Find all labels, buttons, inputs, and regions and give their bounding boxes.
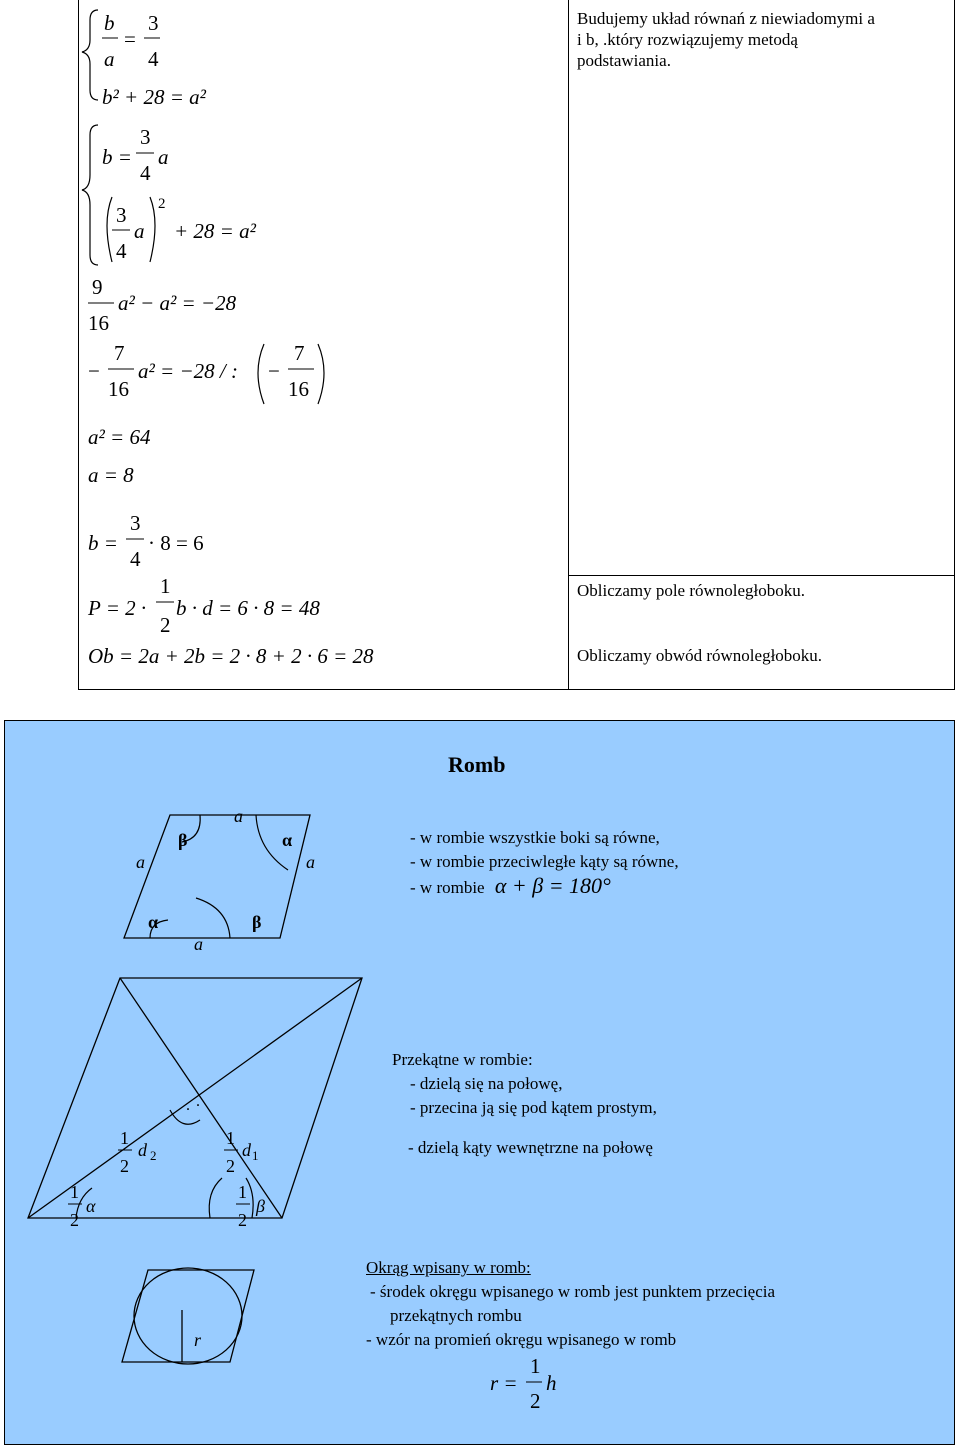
notes-item: - przecina ją się pod kątem prostym, bbox=[410, 1098, 657, 1117]
angle-arc bbox=[209, 1178, 222, 1218]
notes-item: - dzielą kąty wewnętrzne na połowę bbox=[408, 1138, 653, 1157]
description-line: podstawiania. bbox=[577, 51, 671, 70]
fraction-num: 1 bbox=[70, 1182, 79, 1202]
math-term: 1 bbox=[160, 574, 171, 598]
diagonal-label: d bbox=[138, 1140, 147, 1160]
math-term: 4 bbox=[140, 161, 151, 185]
angle-label: β bbox=[252, 912, 262, 932]
math-term: 16 bbox=[288, 377, 309, 401]
math-term: 2 bbox=[160, 613, 171, 637]
angle-label: α bbox=[282, 830, 293, 850]
side-label: a bbox=[234, 806, 243, 826]
fraction-den: 2 bbox=[530, 1389, 541, 1412]
description-line: i b, .który rozwiązujemy metodą bbox=[577, 30, 798, 49]
fraction-den: 2 bbox=[226, 1156, 235, 1176]
fraction-num: 1 bbox=[120, 1128, 129, 1148]
system-brace bbox=[82, 125, 98, 265]
diagonal-subscript: 2 bbox=[150, 1148, 157, 1163]
notes-item: przekątnych rombu bbox=[390, 1306, 522, 1325]
math-term: P = 2 · bbox=[88, 596, 147, 620]
property-item: - w rombie wszystkie boki są równe, bbox=[410, 828, 660, 847]
radius-formula bbox=[480, 1352, 570, 1412]
rhombus-diagonals-figure bbox=[20, 970, 380, 1230]
math-term: 7 bbox=[294, 341, 305, 365]
side-label: a bbox=[136, 852, 145, 872]
math-term: 3 bbox=[116, 203, 127, 227]
diagonal-label: d bbox=[242, 1140, 251, 1160]
property-item: - w rombie przeciwległe kąty są równe, bbox=[410, 852, 679, 871]
diagonals-notes bbox=[392, 1048, 657, 1160]
math-line: b · d = 6 · 8 = 48 bbox=[176, 596, 320, 620]
math-exponent: 2 bbox=[158, 196, 166, 212]
notes-title: Przekątne w rombie: bbox=[392, 1050, 533, 1069]
perimeter-description: Obliczamy obwód równoległoboku. bbox=[577, 646, 823, 665]
math-line: Ob = 2a + 2b = 2 · 8 + 2 · 6 = 28 bbox=[88, 644, 374, 668]
fraction-num: 1 bbox=[530, 1354, 541, 1378]
math-term: 4 bbox=[148, 47, 159, 71]
radius-label: r bbox=[194, 1330, 202, 1350]
notes-item: - środek okręgu wpisanego w romb jest punktem przecięcia bbox=[370, 1282, 776, 1301]
fraction-den: 2 bbox=[238, 1210, 247, 1230]
notes-item: - dzielą się na połowę, bbox=[410, 1074, 563, 1093]
math-term: + 28 = a² bbox=[174, 219, 256, 243]
math-term: 16 bbox=[108, 377, 129, 401]
side-label: a bbox=[194, 934, 203, 954]
math-derivation bbox=[78, 0, 568, 690]
section-title: Romb bbox=[448, 752, 506, 777]
angle-label: α bbox=[148, 912, 159, 932]
fraction-den: 2 bbox=[70, 1210, 79, 1230]
math-term: 3 bbox=[130, 511, 141, 535]
math-term: 9 bbox=[92, 275, 103, 299]
math-term: b bbox=[104, 11, 115, 35]
angle-label: α bbox=[86, 1196, 96, 1216]
math-term: b = bbox=[102, 145, 132, 169]
math-term: − bbox=[268, 359, 280, 383]
incircle bbox=[134, 1268, 242, 1364]
fraction-num: 1 bbox=[226, 1128, 235, 1148]
angle-sum-formula: α + β = 180° bbox=[494, 873, 611, 898]
incircle-notes bbox=[366, 1256, 775, 1352]
notes-item: - wzór na promień okręgu wpisanego w romb bbox=[366, 1330, 677, 1349]
paren-right bbox=[318, 344, 324, 404]
diagonal-d2 bbox=[120, 978, 282, 1218]
paren-right bbox=[150, 197, 155, 262]
math-term: a bbox=[104, 47, 115, 71]
math-term: a bbox=[158, 145, 169, 169]
angle-label: β bbox=[178, 830, 188, 850]
description-line: Budujemy układ równań z niewiadomymi a bbox=[577, 9, 875, 28]
side-label: a bbox=[306, 852, 315, 872]
formula-h: h bbox=[546, 1371, 557, 1395]
math-line: a² = −28 / : bbox=[138, 359, 238, 383]
math-line: a² = 64 bbox=[88, 425, 151, 449]
math-term: a bbox=[134, 219, 145, 243]
area-description: Obliczamy pole równoległoboku. bbox=[577, 581, 806, 600]
property-item: - w rombie α + β = 180° bbox=[410, 873, 611, 898]
system-description bbox=[577, 8, 875, 71]
paren-left bbox=[258, 344, 264, 404]
paren-left bbox=[107, 197, 112, 262]
formula-lhs: r = bbox=[490, 1371, 518, 1395]
rhombus-shape bbox=[122, 1270, 254, 1362]
right-angle-dot: . bbox=[196, 1093, 200, 1110]
math-line: a² − a² = −28 bbox=[118, 291, 237, 315]
angle-arc bbox=[196, 898, 230, 938]
system-brace bbox=[82, 10, 98, 100]
math-term: 16 bbox=[88, 311, 109, 335]
diagonal-subscript: 1 bbox=[252, 1148, 259, 1163]
math-term: − bbox=[88, 359, 100, 383]
math-line: b² + 28 = a² bbox=[102, 85, 206, 109]
fraction-num: 1 bbox=[238, 1182, 247, 1202]
math-term: = bbox=[124, 27, 136, 51]
math-term: 3 bbox=[140, 125, 151, 149]
incircle-figure bbox=[118, 1262, 268, 1372]
table-column-divider bbox=[568, 0, 569, 690]
math-term: 4 bbox=[116, 239, 127, 263]
math-term: 3 bbox=[148, 11, 159, 35]
math-line: a = 8 bbox=[88, 463, 134, 487]
rhombus-properties bbox=[410, 826, 679, 902]
math-line: · 8 = 6 bbox=[148, 531, 204, 555]
fraction-den: 2 bbox=[120, 1156, 129, 1176]
notes-title: Okrąg wpisany w romb: bbox=[366, 1258, 531, 1277]
rhombus-angles-figure bbox=[110, 800, 350, 960]
math-term: 4 bbox=[130, 547, 141, 571]
table-row-divider bbox=[568, 575, 955, 576]
math-term: 7 bbox=[114, 341, 125, 365]
angle-arc bbox=[246, 1178, 253, 1218]
angle-label: β bbox=[256, 1196, 265, 1216]
right-angle-dot: . bbox=[186, 1097, 190, 1114]
math-term: b = bbox=[88, 531, 118, 555]
